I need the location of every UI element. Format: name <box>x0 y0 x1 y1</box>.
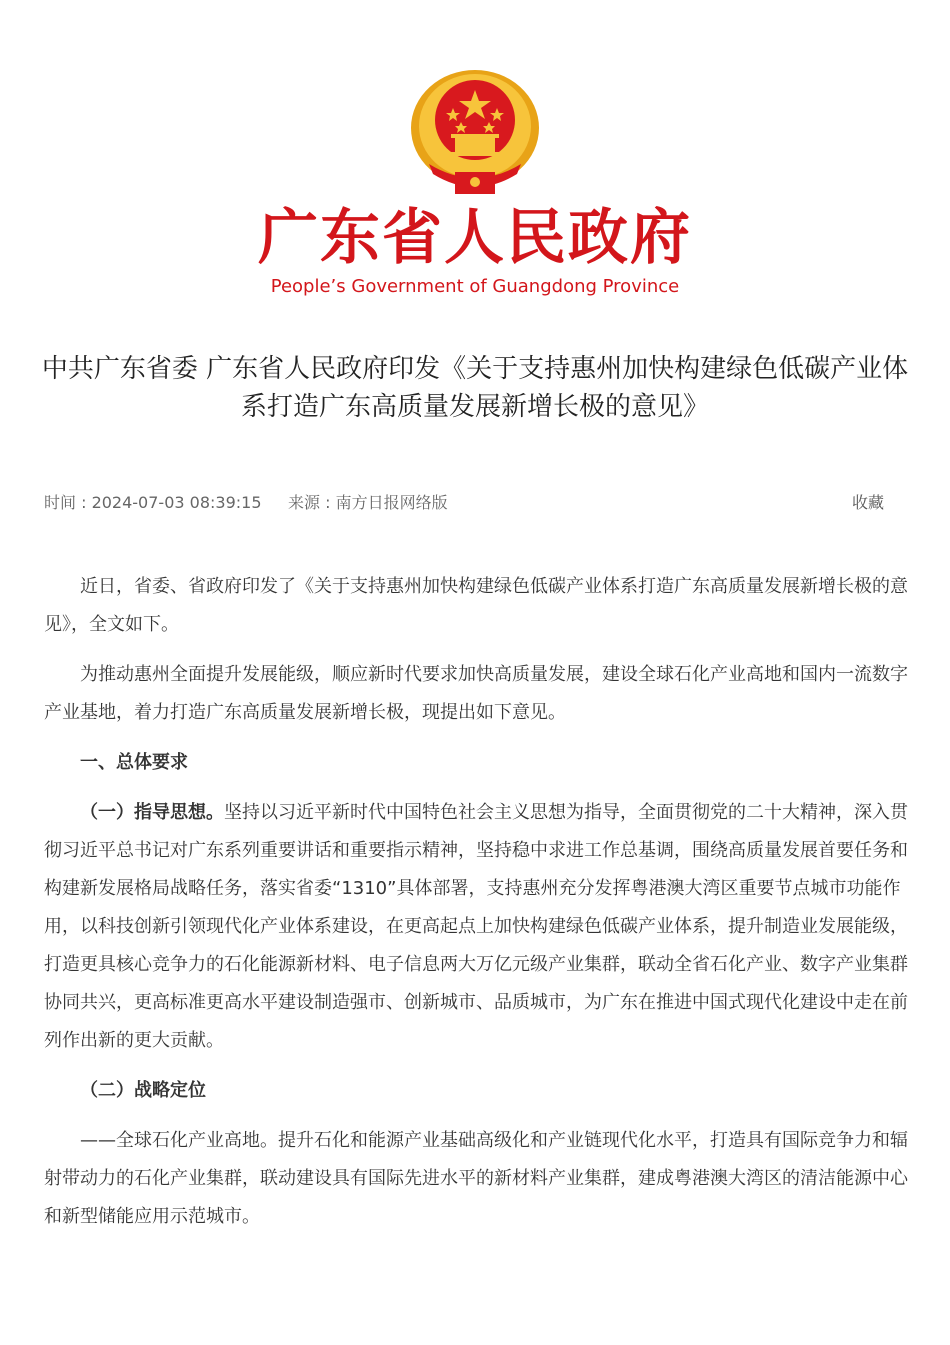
article-meta <box>44 490 884 516</box>
article-source: 来源 : 南方日报网络版 <box>288 493 448 512</box>
site-name-english: People’s Government of Guangdong Province <box>270 276 680 297</box>
paragraph: 近日，省委、省政府印发了《关于支持惠州加快构建绿色低碳产业体系打造广东高质量发展新增长极的意见》，全文如下。 <box>44 576 908 635</box>
article-body <box>44 568 908 1248</box>
national-emblem-icon <box>409 68 541 202</box>
masthead <box>0 0 950 320</box>
article-title: 中共广东省委 广东省人民政府印发《关于支持惠州加快构建绿色低碳产业体系打造广东高质量发展新增长极的意见》 <box>41 354 909 422</box>
publish-time: 时间 : 2024-07-03 08:39:15 <box>44 493 262 512</box>
paragraph <box>44 794 908 1060</box>
paragraph-text: 坚持以习近平新时代中国特色社会主义思想为指导，全面贯彻党的二十大精神，深入贯彻习近平总书记对广东系列重要讲话和重要指示精神，坚持稳中求进工作总基调，围绕高质量发展首要任务和构建新发展格局战略任务，落实省委“1310”具体部署，支持惠州充分发挥粤港澳大湾区重要节点城市功能作用，以科技创新引领现代化产业体系建设，在更高起点上加快构建绿色低碳产业体系，提升制造业发展能级，打造更具核心竞争力的石化能源新材料、电子信息两大万亿元级产业集群，联动全省石化产业、数字产业集群协同共兴，更高标准更高水平建设制造强市、创新城市、品质城市，为广东在推进中国式现代化建设中走在前列作出新的更大贡献。 <box>44 802 908 1051</box>
section-heading: 一、总体要求 <box>80 752 188 773</box>
paragraph: ——全球石化产业高地。提升石化和能源产业基础高级化和产业链现代化水平，打造具有国际竞争力和辐射带动力的石化产业集群，联动建设具有国际先进水平的新材料产业集群，建成粤港澳大湾区的清洁能源中心和新型储能应用示范城市。 <box>44 1130 908 1227</box>
favorite-button[interactable]: 收藏 <box>851 493 884 512</box>
subsection-heading: （一）指导思想。 <box>80 802 224 823</box>
site-name: 广东省人民政府 <box>258 203 692 273</box>
paragraph: 为推动惠州全面提升发展能级，顺应新时代要求加快高质量发展，建设全球石化产业高地和国内一流数字产业基地，着力打造广东高质量发展新增长极，现提出如下意见。 <box>44 664 908 723</box>
subsection-heading: （二）战略定位 <box>80 1080 206 1101</box>
